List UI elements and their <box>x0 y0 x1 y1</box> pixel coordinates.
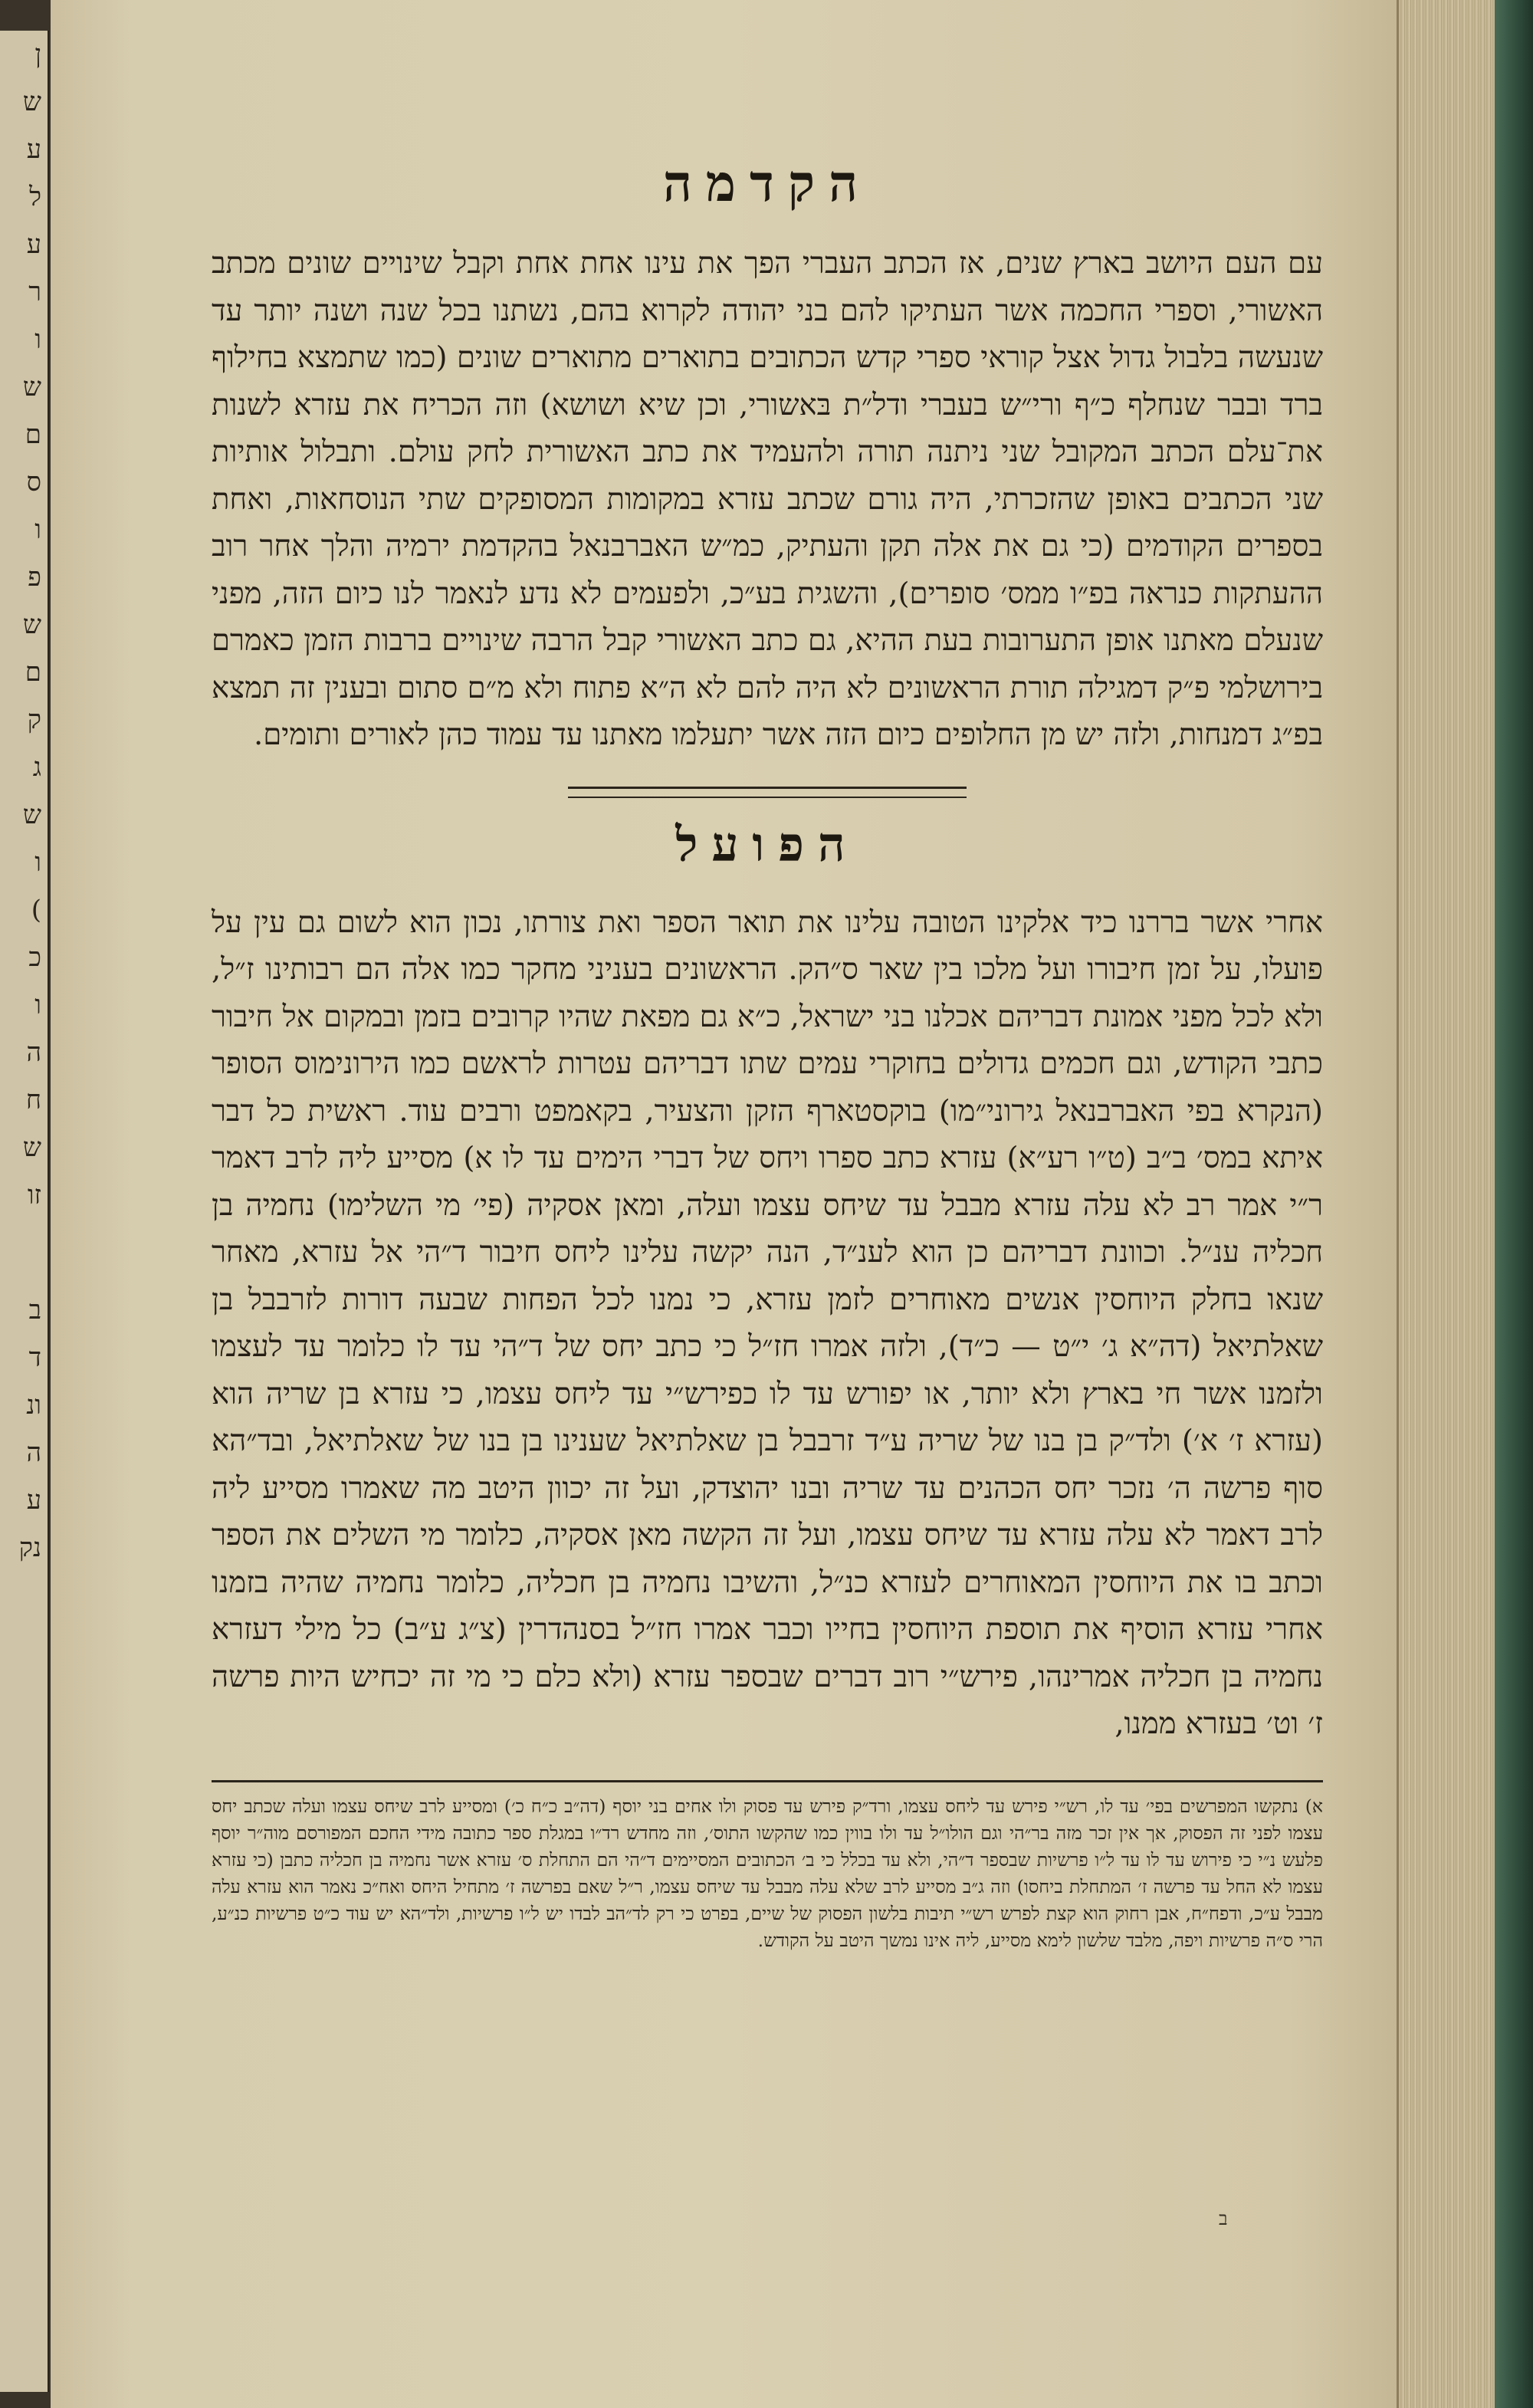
facing-page-fragment: ש <box>22 1132 41 1163</box>
facing-page-fragment: ב <box>28 1295 41 1326</box>
facing-page-fragment: ש <box>22 87 41 117</box>
facing-page-edge <box>0 31 49 2392</box>
facing-page-fragment: ע <box>26 1485 41 1516</box>
section-title-introduction: הקדמה <box>662 153 872 213</box>
facing-page-fragment: ו <box>34 847 41 878</box>
facing-page-fragment: ג <box>32 752 41 783</box>
author-paragraph: אחרי אשר בררנו כיד אלקינו הטובה עלינו את תואר הספר ואת צורתו, נכון הוא לשום גם עין על פועלו, על זמן חיבורו ועל מלכו בין שאר ס״הק. הראשונים בעניני מחקר כמו אלה הם רבותינו ז״ל, ולא לכל מפני אמונת דבריהם אכלנו בני ישראל, כ״א גם מפאת שהיו קרובים בזמן ובמקום אל חיבור כתבי הקודש, וגם חכמים גדולים בחוקרי עמים שתו דבריהם עטרות לראשם כמו הירונימוס הסופר (הנקרא בפי האברבנאל גירוני״מו) בוקסטארף הזקן והצעיר, בקאמפט ורבים עוד. ראשית כל דבר איתא במס׳ ב״ב (ט״ו רע״א) עזרא כתב ספרו ויחס של דברי הימים עד לו א) מסייע ליה לרב דאמר ר״י אמר רב לא עלה עזרא מבבל עד שיחס עצמו ועלה, ומאן אסקיה (פי׳ מי השלימו) נחמיה בן חכליה ענ״ל. וכוונת דבריהם כן הוא לענ״ד, הנה יקשה עלינו ליחס חיבור ד״הי אל עזרא, מאחר שנאו בחלק היוחסין אנשים מאוחרים לזמן עזרא, כי נמנו לכל הפחות שבעה דורות לזרבבל בן שאלתיאל (דה״א ג׳ י״ט — כ״ד), ולזה אמרו חז״ל כי כתב יחס של ד״הי עד לו כלומר עד לעצמו ולזמנו אשר חי בארץ ולא יותר, או יפורש עד לו כפירש״י עד ליחס עצמו, כי עזרא בן שריה הוא (עזרא ז׳ א׳) ולד״ק בן בנו של שריה ע״ד זרבבל בן שאלתיאל שענינו בן בנו של שאלתיאל, ובד״הא סוף פרשה ה׳ נזכר יחס הכהנים עד שריה ובנו יהוצדק, ועל זה יכוון היטב מה שאמרו מסייע ליה לרב דאמר לא עלה עזרא עד שיחס עצמו, ועל זה הקשה מאן אסקיה, כלומר מי השלים את הספר וכתב בו את היוחסין המאוחרים לעזרא כנ״ל, והשיבו נחמיה בן חכליה, כלומר נחמיה שהיה בזמנו אחרי עזרא הוסיף את תוספת היוחסין בחייו וכבר אמרו חז״ל בסנהדרין (צ״ג ע״ב) כל מילי דעזרא נחמיה בן חכליה אמרינהו, פירש״י רוב דברים שבספר עזרא (ולא כלם כי מי זה יכחיש היות פרשה ז׳ וט׳ בעזרא ממנו, <box>212 905 1323 1741</box>
facing-page-fragment: ק <box>27 705 41 735</box>
facing-page-fragment: ח <box>25 1085 41 1115</box>
facing-page-fragment: ם <box>25 657 41 688</box>
facing-page-fragment: פ <box>28 562 41 593</box>
facing-page-fragment: ש <box>22 372 41 402</box>
facing-page-fragment: ה <box>26 1437 41 1468</box>
facing-page-fragment: נק <box>18 1533 41 1563</box>
facing-page-fragment: ל <box>29 182 41 212</box>
section-title-author: הפועל <box>675 816 859 872</box>
facing-page-fragment: זו <box>27 1180 41 1211</box>
facing-page-fragment: ד <box>28 1342 41 1373</box>
facing-page-fragment: ש <box>22 609 41 640</box>
footnote-rule <box>212 1780 1323 1782</box>
facing-page-fragment: ו <box>34 324 41 355</box>
facing-page-fragment: ש <box>22 800 41 830</box>
facing-page-fragment: ו <box>34 514 41 545</box>
facing-page-fragment: ( <box>31 895 41 925</box>
facing-page-fragment: ע <box>26 134 41 165</box>
folio-mark: ב <box>1219 2208 1228 2229</box>
facing-page-fragment: ס <box>26 467 41 498</box>
facing-page-fragment: ן <box>34 39 41 70</box>
introduction-paragraph: עם העם היושב בארץ שנים, אז הכתב העברי הפך את עינו אחת אחת וקבל שינויים שונים מכתב האשורי, וספרי החכמה אשר העתיקו להם בני יהודה לקרוא בהם, נשתנו בכל שנה ושנה יותר עד שנעשה בלבול גדול אצל קוראי ספרי קדש הכתובים בתוארים מתוארים שונים (כמו שתמצא בחילוף ברד ובבר שנחלף כ״ף ורי״ש בעברי ודל״ת בּאשורי, וכן שיא ושושא) וזה הכריח את עזרא לשנות את־עלם הכתב המקובל שני ניתנה תורה ולהעמיד את כתב האשורית לחק עולם. ותבלול אותיות שני הכתבים באופן שהזכרתי, היה גורם שכתב עזרא במקומות המסופקים שתי הנוסחאות, ואחת בספרים הקודמים (כי גם את אלה תקן והעתיק, כמ״ש האברבנאל בהקדמת ירמיה והלך אחר רוב ההעתקות כנראה בפ״ו ממס׳ סופרים), והשגית בע״כ, ולפעמים לא נדע לנאמר לנו כיום הזה, מפני שנעלם מאתנו אופן התערובות בעת ההיא, גם כתב האשורי קבל הרבה שינויים ברבות הזמן כאמרם בירושלמי פ״ק דמגילה תורת הראשונים לא היה להם לא ה״א פתוח ולא מ״ם סתום ובענין זה תמצא בפ״ג דמנחות, ולזה יש מן החלופים כיום הזה אשר יתעלמו מאתנו עד עמוד כהן לאורים ותומים. <box>212 246 1323 752</box>
facing-page-fragment: ע <box>26 229 41 260</box>
section-divider <box>568 787 967 798</box>
facing-page-fragment: ר <box>28 277 41 307</box>
footnote: א) נתקשו המפרשים בפי׳ עד לו, רש״י פירש עד ליחס עצמו, ורד״ק פירש עד פסוק ולו אחים בני יוסף (דה״ב כ״ח כ׳) ומסייע לרב שיחס עצמו ועלה שכתב יחס עצמו לפני זה הפסוק, אך אין זכר מזה בר״הי וגם הולו״ל עד ולו בווין כמו שהקשו התוס׳, וזה מחדש רד״ו במגלת ספר כתובה מידי החכם המפורסם מוה״ר יוסף פלעש נ״י כי פירוש עד לו עד ל״ו פרשיות שבספר ד״הי, ולא עד בכלל כי ב׳ הכתובים המסיימים ד״הי הם התחלת ס׳ עזרא אשר נחמיה בן חכליה כתבן (כי עזרא עצמו לא החל עד פרשה ז׳ המתחלת ביחסו) וזה ג״ב מסייע לרב שלא עלה מבבל עד שיחס עצמו, ר״ל שאם בפרשה ז׳ מתחיל היחס ואח״כ נאמר הוא עזרא עלה מבבל ע״כ, ודפח״ח, אבן רחוק הוא קצת לפרש רש״י תיבות בלשון הפסוק של שיים, בפרט כי רק לד״הב לבדו יש ל״ו פרשיות, ולד״הא יש עוד כ״ט פרשיות כנ״ע, הרי ס״ה פרשיות ויפה, מלבד שלשון לימא מסייע, ליה אינו נמשך היטב על הקודש. <box>212 1795 1323 1951</box>
page-edges <box>1397 0 1497 2408</box>
facing-page-fragment: ונ <box>26 1390 41 1421</box>
facing-page-fragment: ה <box>26 1037 41 1068</box>
book-spine <box>1495 0 1533 2408</box>
facing-page-fragment: ו <box>34 990 41 1020</box>
facing-page-fragment: כ <box>28 942 41 973</box>
book-page <box>51 0 1397 2408</box>
facing-page-fragment: ם <box>25 419 41 450</box>
